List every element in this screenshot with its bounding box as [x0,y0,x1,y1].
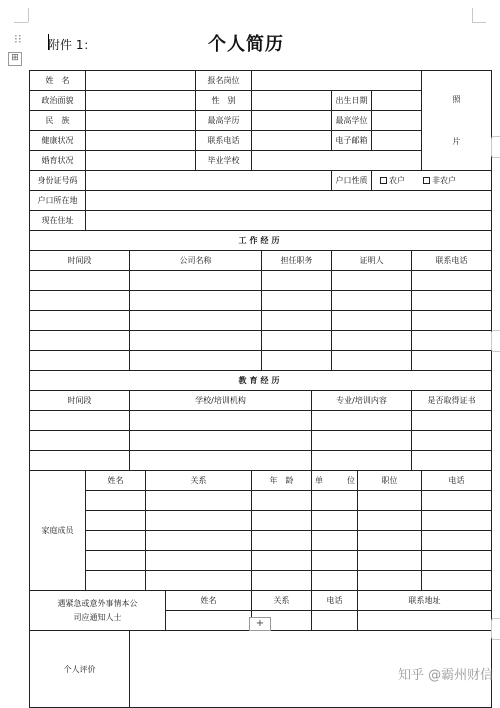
work-cell[interactable] [30,351,130,371]
family-cell[interactable] [312,511,358,531]
hukou-type-options [372,171,492,191]
family-cell[interactable] [252,511,312,531]
family-cell[interactable] [86,511,146,531]
edu-row [30,431,492,451]
work-cell[interactable] [332,331,412,351]
family-col-phone: 电话 [422,471,492,491]
move-handle-icon[interactable]: ⁝⁝ [14,32,22,46]
family-cell[interactable] [312,491,358,511]
field-school[interactable] [252,151,422,171]
work-row [30,291,492,311]
label-id-number: 身份证号码 [30,171,86,191]
work-row [30,351,492,371]
family-cell[interactable] [358,551,422,571]
edu-row [30,411,492,431]
family-col-position: 职位 [358,471,422,491]
work-cell[interactable] [30,311,130,331]
field-highest-edu[interactable] [252,111,332,131]
work-cell[interactable] [332,351,412,371]
field-address[interactable] [86,211,492,231]
field-email[interactable] [372,131,422,151]
work-cell[interactable] [130,331,262,351]
work-cell[interactable] [412,311,492,331]
side-panel-tab-1[interactable] [491,136,500,158]
label-hukou-type: 户口性质 [332,171,372,191]
label-birth: 出生日期 [332,91,372,111]
edu-row [30,451,492,471]
family-cell[interactable] [86,551,146,571]
work-cell[interactable] [262,271,332,291]
edu-cell[interactable] [412,451,492,471]
emergency-col-name: 姓名 [166,591,252,611]
work-cell[interactable] [30,331,130,351]
family-cell[interactable] [252,551,312,571]
photo-label-2: 片 [452,136,461,146]
photo-label-1: 照 [452,94,461,104]
family-cell[interactable] [422,531,492,551]
page-corner-mark-right-h [472,22,486,23]
family-label: 家庭成员 [30,471,86,591]
education-heading: 教育经历 [30,371,492,391]
work-cell[interactable] [130,291,262,311]
work-cell[interactable] [412,271,492,291]
edu-cell[interactable] [130,411,312,431]
label-gender: 性 别 [196,91,252,111]
label-highest-edu: 最高学历 [196,111,252,131]
family-cell[interactable] [86,531,146,551]
work-heading: 工作经历 [30,231,492,251]
label-ethnicity: 民 族 [30,111,86,131]
edu-cell[interactable] [30,451,130,471]
edu-cell[interactable] [412,431,492,451]
family-cell[interactable] [252,571,312,591]
work-row [30,331,492,351]
field-name[interactable] [86,71,196,91]
side-panel-tab-2[interactable] [491,330,500,352]
agri-label: 农户 [389,176,405,185]
non-agri-checkbox[interactable] [423,177,430,184]
work-col-company: 公司名称 [130,251,262,271]
photo-box[interactable] [422,71,492,171]
edu-cell[interactable] [30,411,130,431]
agri-checkbox[interactable] [380,177,387,184]
edu-cell[interactable] [312,451,412,471]
field-health[interactable] [86,131,196,151]
family-col-employer: 单 位 [312,471,358,491]
family-cell[interactable] [146,531,252,551]
work-cell[interactable] [412,331,492,351]
family-cell[interactable] [146,551,252,571]
non-agri-label: 非农户 [432,176,456,185]
family-cell[interactable] [358,571,422,591]
watermark: 知乎 @霸州财信 [398,668,494,683]
work-cell[interactable] [130,351,262,371]
family-col-relation: 关系 [146,471,252,491]
emergency-label-line-1: 遇紧急或意外事情本公 [57,598,138,608]
page-title: 个人简历 [208,34,284,55]
work-col-phone: 联系电话 [412,251,492,271]
family-cell[interactable] [252,531,312,551]
family-row [30,571,492,591]
label-email: 电子邮箱 [332,131,372,151]
edu-col-major: 专业/培训内容 [312,391,412,411]
field-id-number[interactable] [86,171,332,191]
emergency-cell[interactable] [166,611,252,631]
field-marital[interactable] [86,151,196,171]
work-cell[interactable] [30,291,130,311]
family-cell[interactable] [86,571,146,591]
family-col-name: 姓名 [86,471,146,491]
add-row-button[interactable]: + [249,617,271,631]
family-cell[interactable] [312,531,358,551]
family-row [30,511,492,531]
side-panel-tab-3[interactable] [491,618,500,640]
label-marital: 婚育状况 [30,151,86,171]
family-row [30,491,492,511]
emergency-col-address: 联系地址 [358,591,492,611]
family-cell[interactable] [146,511,252,531]
work-cell[interactable] [130,311,262,331]
edu-cell[interactable] [312,411,412,431]
family-row [30,551,492,571]
family-cell[interactable] [422,551,492,571]
edu-cell[interactable] [130,431,312,451]
emergency-cell[interactable] [312,611,358,631]
page-corner-mark-right-v [472,8,473,22]
family-cell[interactable] [312,571,358,591]
family-cell[interactable] [252,491,312,511]
label-position-applied: 报名岗位 [196,71,252,91]
resume-table [29,70,492,708]
label-address: 现在住址 [30,211,86,231]
edu-col-school: 学校/培训机构 [130,391,312,411]
field-political[interactable] [86,91,196,111]
work-cell[interactable] [412,351,492,371]
label-school: 毕业学校 [196,151,252,171]
work-row [30,311,492,331]
edu-cell[interactable] [30,431,130,451]
page-corner-mark-left-h [14,22,28,23]
page-corner-mark-left-v [28,8,29,22]
emergency-label [30,591,166,631]
family-cell[interactable] [422,511,492,531]
emergency-col-relation: 关系 [252,591,312,611]
family-cell[interactable] [422,571,492,591]
edu-cell[interactable] [130,451,312,471]
evaluation-label: 个人评价 [30,631,130,708]
emergency-label-line-2: 司应通知人士 [73,612,122,622]
family-col-age: 年 龄 [252,471,312,491]
label-health: 健康状况 [30,131,86,151]
label-highest-degree: 最高学位 [332,111,372,131]
attachment-label: 附件 1： [48,38,96,52]
family-row [30,531,492,551]
work-row [30,271,492,291]
work-cell[interactable] [262,331,332,351]
label-name: 姓 名 [30,71,86,91]
work-cell[interactable] [332,311,412,331]
field-highest-degree[interactable] [372,111,422,131]
work-cell[interactable] [30,271,130,291]
label-phone: 联系电话 [196,131,252,151]
family-cell[interactable] [86,491,146,511]
work-cell[interactable] [332,291,412,311]
work-cell[interactable] [412,291,492,311]
table-select-icon[interactable]: ⊞ [8,52,22,66]
work-cell[interactable] [262,311,332,331]
field-phone[interactable] [252,131,332,151]
work-cell[interactable] [130,271,262,291]
field-position-applied[interactable] [252,71,422,91]
emergency-col-phone: 电话 [312,591,358,611]
field-birth[interactable] [372,91,422,111]
family-cell[interactable] [358,531,422,551]
edu-col-certificate: 是否取得证书 [412,391,492,411]
family-cell[interactable] [358,511,422,531]
work-cell[interactable] [262,351,332,371]
work-col-period: 时间段 [30,251,130,271]
label-political: 政治面貌 [30,91,86,111]
field-ethnicity[interactable] [86,111,196,131]
edu-cell[interactable] [312,431,412,451]
family-cell[interactable] [422,491,492,511]
edu-col-period: 时间段 [30,391,130,411]
field-hukou-location[interactable] [86,191,492,211]
work-cell[interactable] [262,291,332,311]
family-cell[interactable] [312,551,358,571]
edu-cell[interactable] [412,411,492,431]
emergency-cell[interactable] [358,611,492,631]
family-cell[interactable] [358,491,422,511]
family-cell[interactable] [146,491,252,511]
family-cell[interactable] [146,571,252,591]
field-gender[interactable] [252,91,332,111]
work-cell[interactable] [332,271,412,291]
label-hukou-location: 户口所在地 [30,191,86,211]
work-col-title: 担任职务 [262,251,332,271]
work-col-reference: 证明人 [332,251,412,271]
